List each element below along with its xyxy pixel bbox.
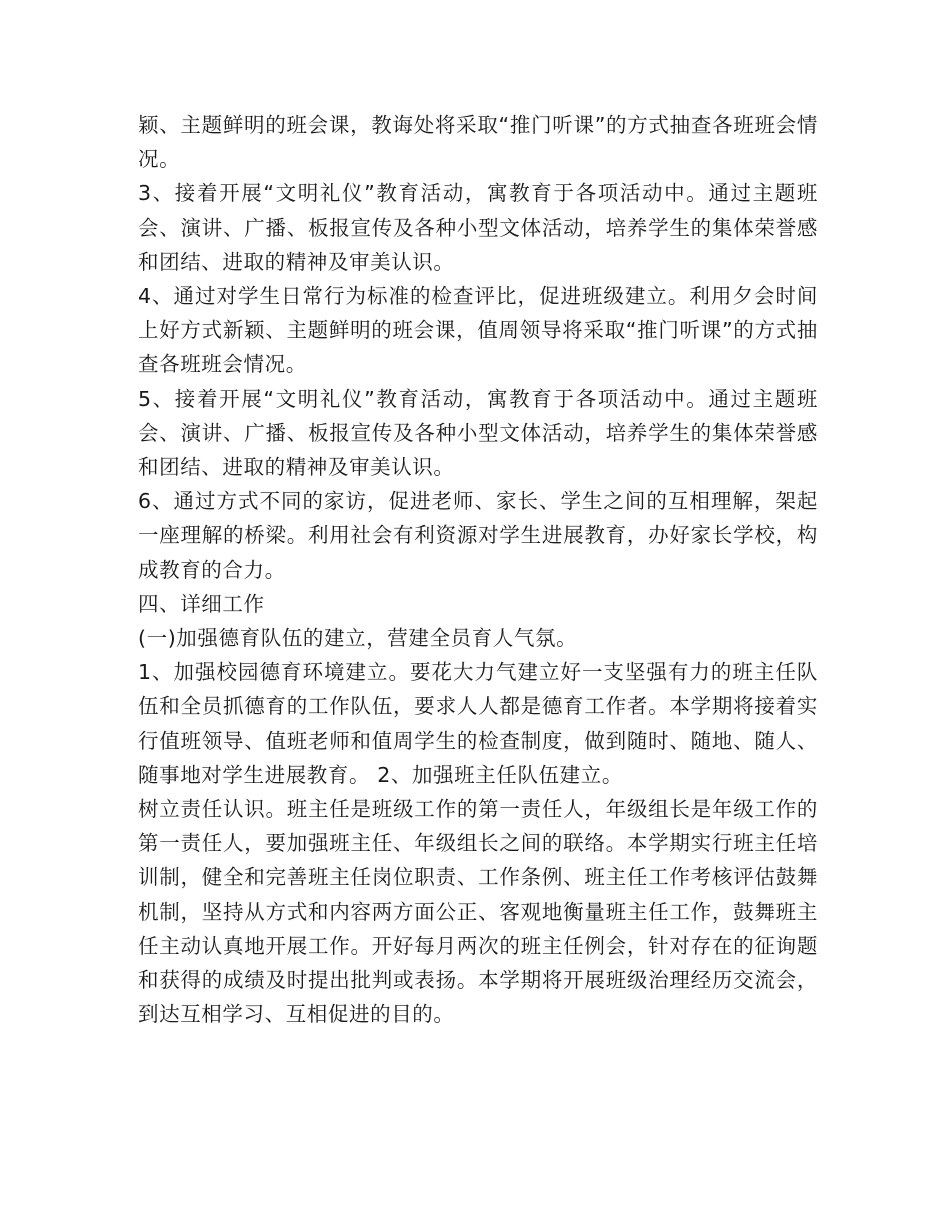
subsection-heading: (一)加强德育队伍的建立，营建全员育人气氛。 [138,626,578,651]
paragraph-3: 4、通过对学生日常行为标准的检查评比，促进班级建立。利用夕会时间上好方式新颖、主题鲜明的班会课，值周领导将采取“推门听课”的方式抽查各班班会情况。 [138,284,818,377]
paragraph-7: 树立责任认识。班主任是班级工作的第一责任人，年级组长是年级工作的第一责任人，要加强班主任、年级组长之间的联络。本学期实行班主任培训制，健全和完善班主任岗位职责、工作条例、班主任工作考核评估鼓舞机制，坚持从方式和内容两方面公正、客观地衡量班主任工作，鼓舞班主任主动认真地开展工作。开好每月两次的班主任例会，针对存在的征询题和获得的成绩及时提出批判或表扬。本学期将开展班级治理经历交流会，到达互相学习、互相促进的目的。 [138,797,818,1027]
paragraph-1: 颖、主题鲜明的班会课，教诲处将采取“推门听课”的方式抽查各班班会情况。 [138,113,818,172]
paragraph-5: 6、通过方式不同的家访，促进老师、家长、学生之间的互相理解，架起一座理解的桥梁。利用社会有利资源对学生进展教育，办好家长学校，构成教育的合力。 [138,489,818,582]
paragraph-6: 1、加强校园德育环境建立。要花大力气建立好一支坚强有力的班主任队伍和全员抓德育的工作队伍，要求人人都是德育工作者。本学期将接着实行值班领导、值班老师和值周学生的检查制度，做到随时、随地、随人、随事地对学生进展教育。 2、加强班主任队伍建立。 [138,660,818,787]
paragraph-2: 3、接着开展“文明礼仪”教育活动，寓教育于各项活动中。通过主题班会、演讲、广播、板报宣传及各种小型文体活动，培养学生的集体荣誉感和团结、进取的精神及审美认识。 [138,181,818,274]
section-heading: 四、详细工作 [138,591,265,616]
paragraph-4: 5、接着开展“文明礼仪”教育活动，寓教育于各项活动中。通过主题班会、演讲、广播、板报宣传及各种小型文体活动，培养学生的集体荣誉感和团结、进取的精神及审美认识。 [138,386,818,480]
document-body [138,108,818,1031]
